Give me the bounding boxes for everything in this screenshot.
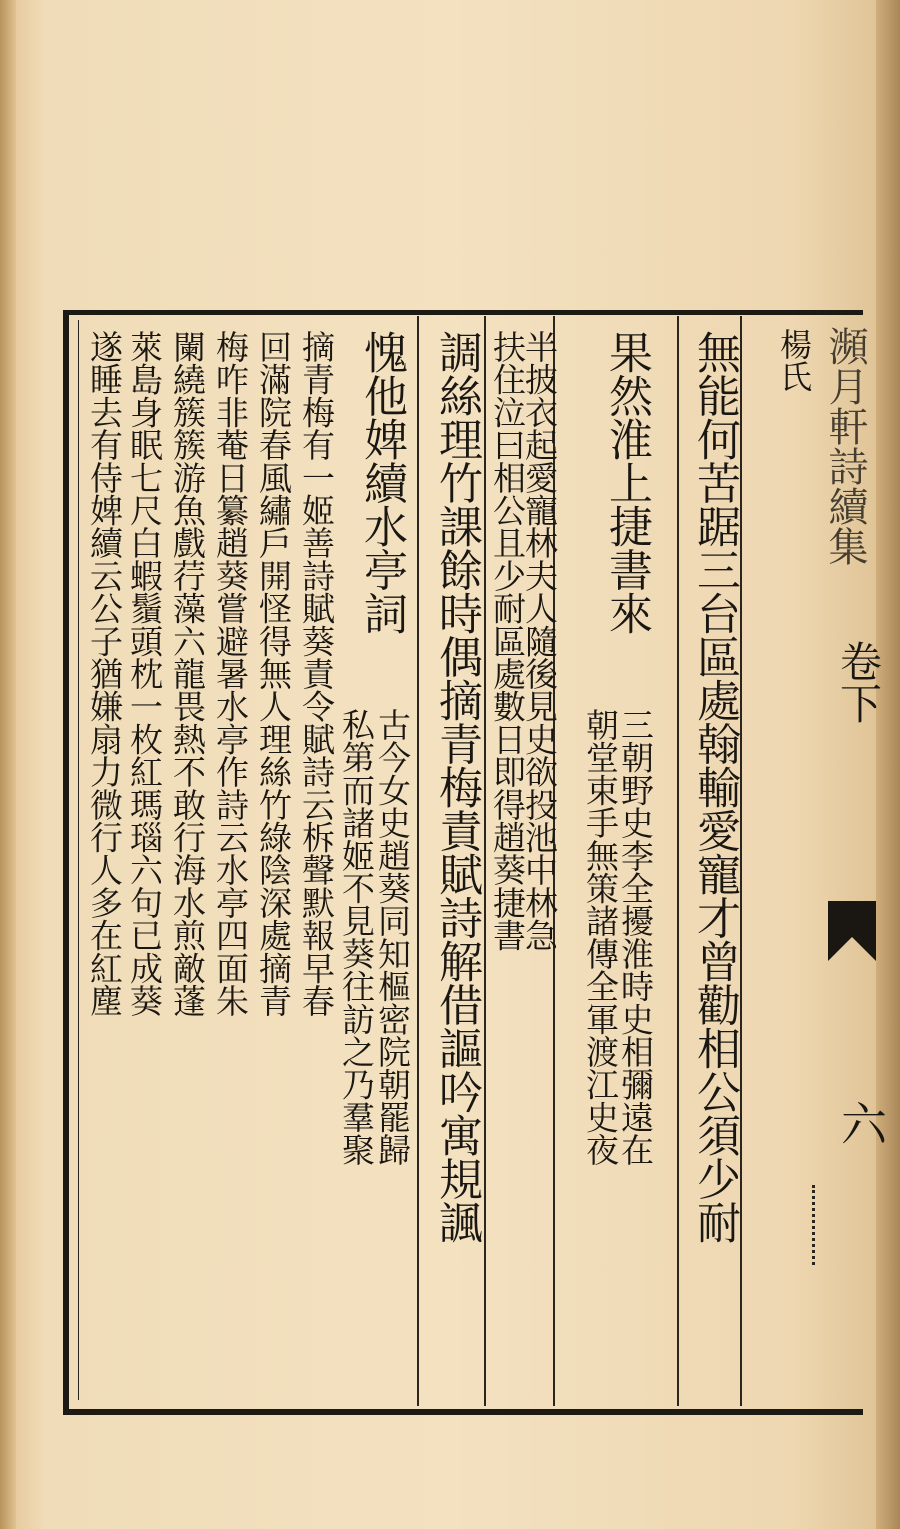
text-column-5-note-right: 古今女史趙葵同知樞密院朝罷歸 xyxy=(373,708,412,1166)
text-column-11: 遂睡去有侍婢續云公子猶嫌扇力微行人多在紅塵 xyxy=(85,330,124,1017)
text-column-2-note-right: 三朝野史李全擾淮時史相彌遠在 xyxy=(616,708,655,1166)
text-column-9: 闌繞簇簇游魚戲荇藻六龍畏熱不敢行海水煎敵蓬 xyxy=(168,330,207,1017)
text-column-7: 回滿院春風繡戶開怪得無人理絲竹綠陰深處摘青 xyxy=(254,330,293,1017)
spine-volume: 卷下 xyxy=(834,640,883,724)
text-column-3-note-left: 扶住泣曰相公且少耐區處數日即得趙葵捷書 xyxy=(488,330,527,952)
spine-page-number: 六 xyxy=(834,1100,888,1146)
inner-frame-line xyxy=(78,320,79,1400)
text-column-10: 萊島身眠七尺白蝦鬚頭枕一枚紅瑪瑙六句已成葵 xyxy=(125,330,164,1017)
text-column-2-main: 果然淮上捷書來 xyxy=(601,330,652,635)
note-column xyxy=(742,328,814,1408)
text-column-6: 摘青梅有一姬善詩賦葵責令賦詩云柝聲默報早春 xyxy=(297,330,336,1017)
fish-tail-mark-icon xyxy=(828,901,876,961)
text-column-8: 梅咋非菴日纂趙葵嘗避暑水亭作詩云水亭四面朱 xyxy=(211,330,250,1017)
text-column-2-note-left: 朝堂束手無策諸傳全軍渡江史夜 xyxy=(581,708,620,1166)
left-page-edge xyxy=(0,0,16,1529)
text-column-5-main: 愧他婢續水亭詞 xyxy=(356,330,407,635)
text-column-1: 無能何苦踞三台區處翰輸愛寵才曾勸相公須少耐 xyxy=(689,330,740,1244)
spine-title: 瀕月軒詩續集 xyxy=(822,326,868,566)
text-column-5-note-left: 私第而諸姬不見葵往訪之乃羣聚 xyxy=(337,708,376,1166)
text-column-4: 調絲理竹課餘時偶摘青梅責賦詩解借謳吟寓規諷 xyxy=(431,330,482,1244)
column-rule xyxy=(417,316,419,1406)
text-column-3-note-right: 半披衣起愛寵林夫人隨後見史欲投池中林急 xyxy=(520,330,559,952)
column-rule xyxy=(677,316,679,1406)
column-rule xyxy=(484,316,486,1406)
note-name: 楊氏 xyxy=(775,328,813,392)
